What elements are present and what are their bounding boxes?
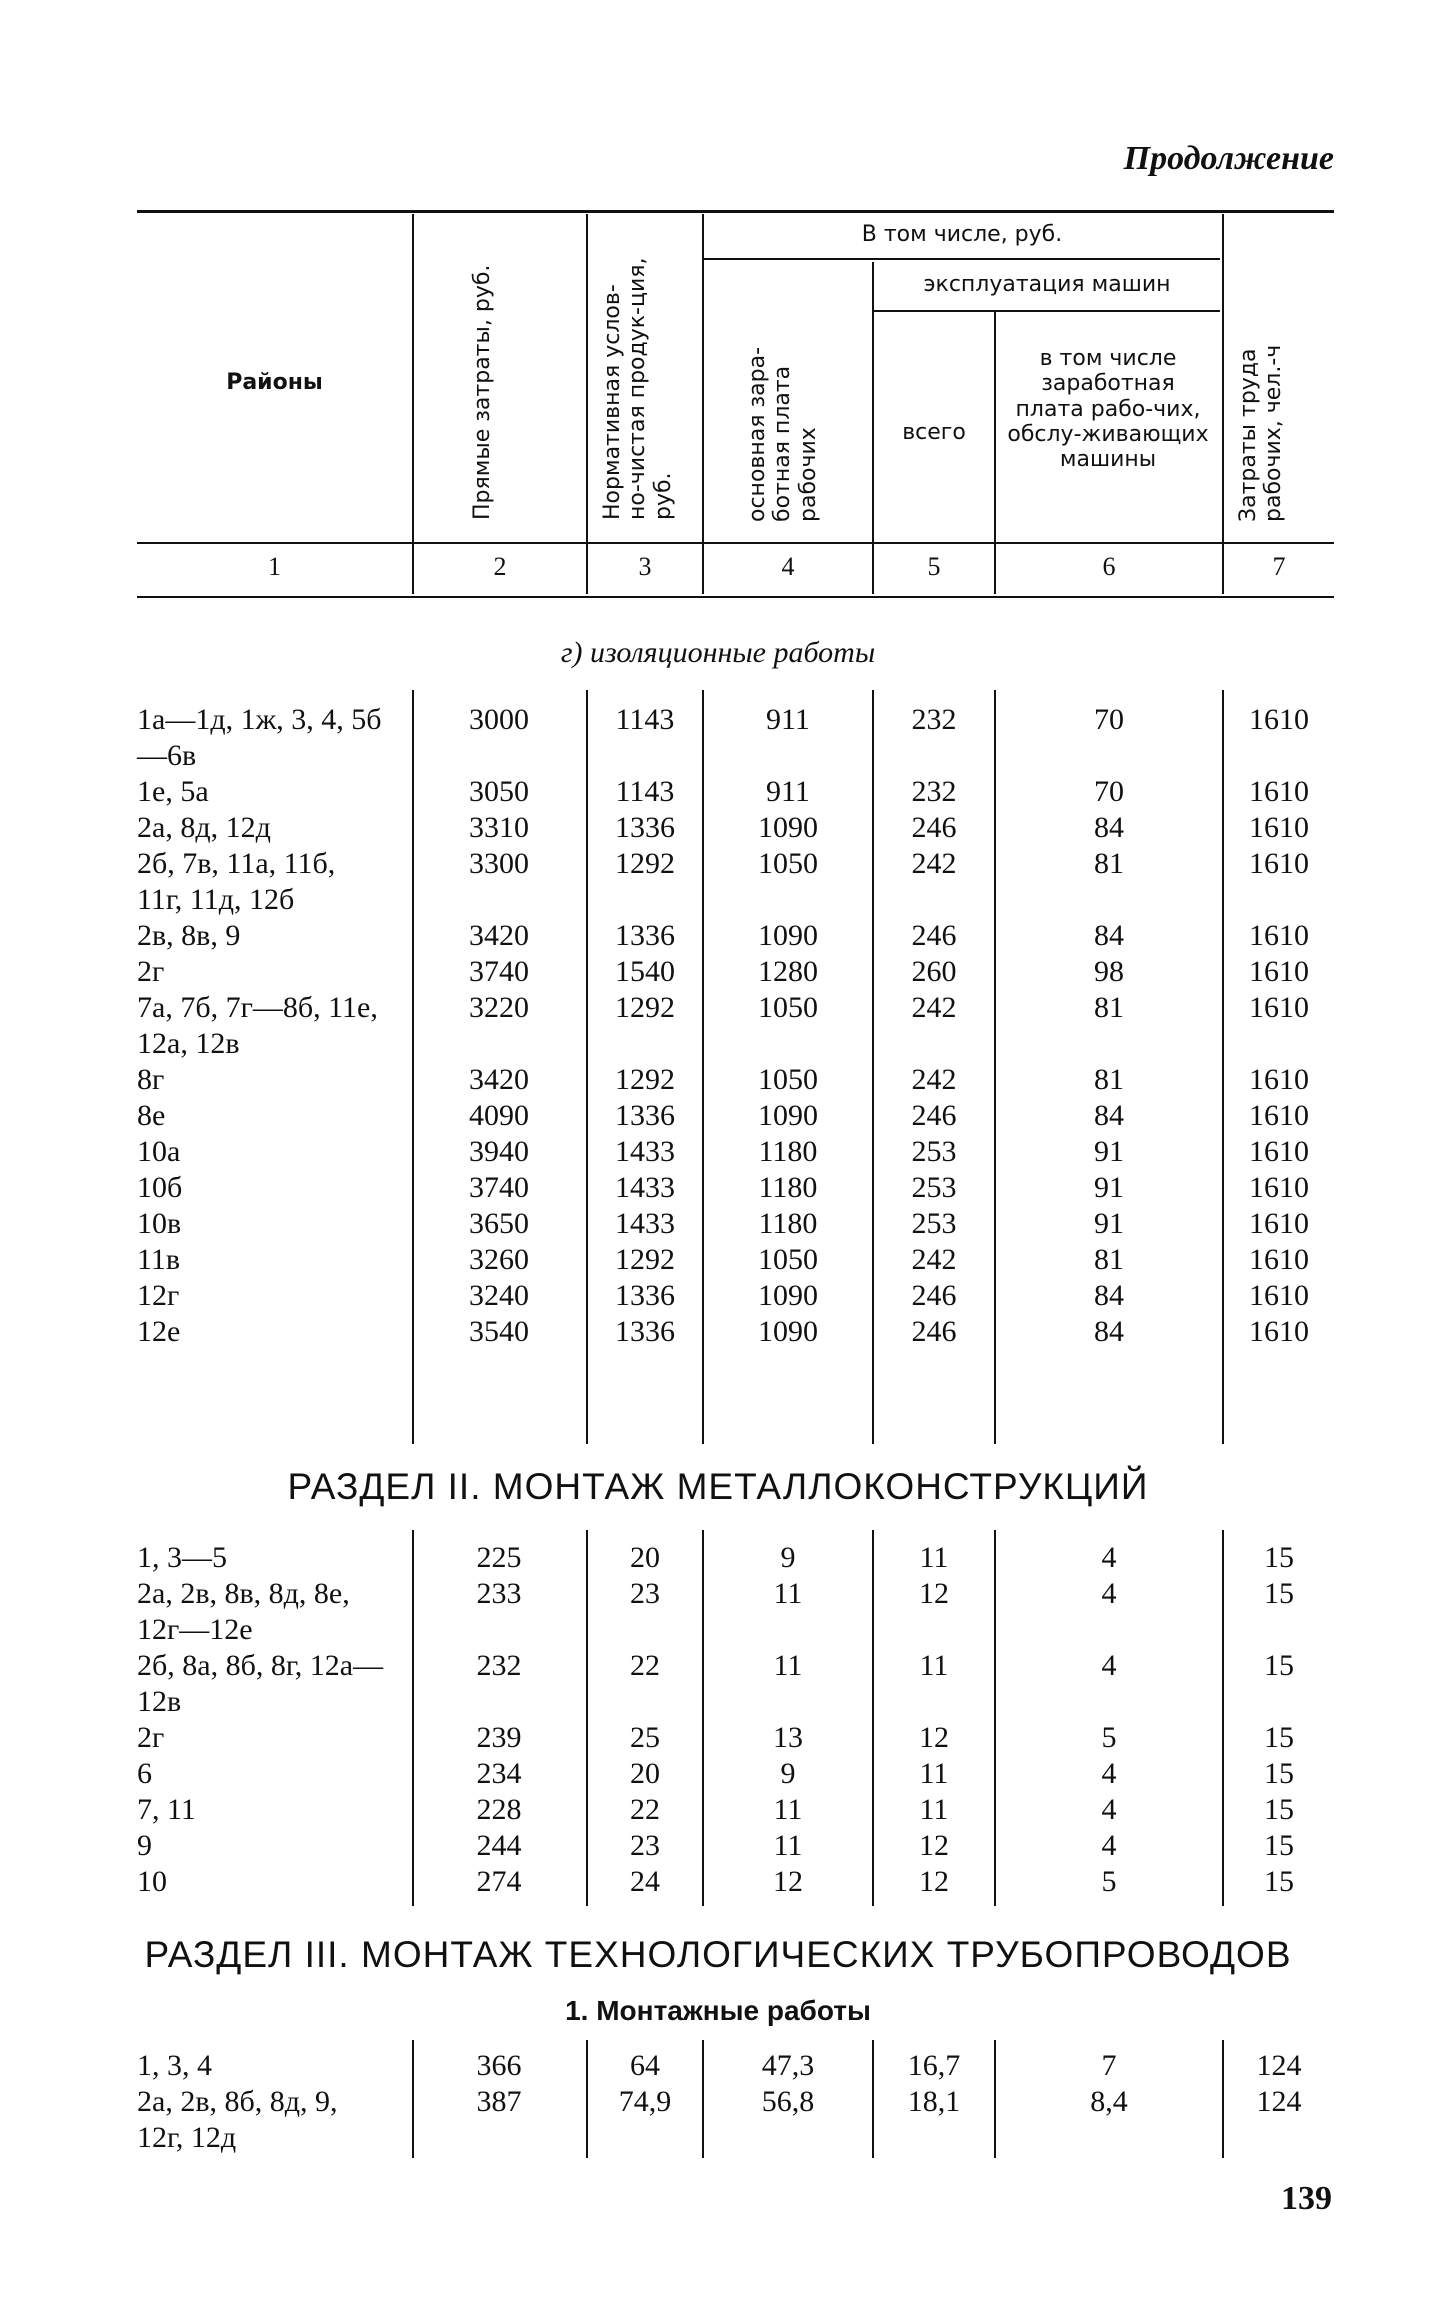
hdr-divider-2 (586, 214, 588, 594)
value-cell: 15 (1264, 1829, 1294, 1862)
region-cell: 2а, 2в, 8б, 8д, 9, 12г, 12д (137, 2085, 338, 2154)
value-cell: 1610 (1249, 1063, 1309, 1096)
value-cell: 5 (1101, 1865, 1117, 1898)
value-cell: 246 (911, 919, 957, 952)
value-cell: 7 (1101, 2049, 1117, 2082)
value-cell: 242 (911, 1243, 957, 1276)
value-cell: 84 (1094, 1279, 1124, 1312)
value-cell: 9 (780, 1541, 796, 1574)
col-number-1: 1 (268, 552, 281, 581)
header-including: В том числе, руб. (861, 222, 1063, 247)
value-cell: 246 (911, 1315, 957, 1348)
continuation-label: Продолжение (1123, 140, 1334, 177)
value-cell: 11 (919, 1649, 949, 1682)
value-cell: 4 (1101, 1541, 1117, 1574)
value-cell: 4 (1101, 1793, 1117, 1826)
value-cell: 1610 (1249, 1243, 1309, 1276)
value-cell: 15 (1264, 1793, 1294, 1826)
value-cell: 11 (919, 1541, 949, 1574)
region-cell: 2г (137, 1721, 165, 1754)
value-cell: 47,3 (761, 2049, 815, 2082)
region-cell: 8г (137, 1063, 165, 1096)
value-cell: 1610 (1249, 955, 1309, 988)
value-cell: 8,4 (1090, 2085, 1128, 2118)
region-cell: 10в (137, 1207, 182, 1240)
value-cell: 9 (780, 1757, 796, 1790)
value-cell: 12 (919, 1721, 949, 1754)
value-cell: 15 (1264, 1649, 1294, 1682)
value-cell: 1336 (615, 811, 675, 844)
col-number-5: 5 (927, 552, 941, 581)
value-cell: 1433 (615, 1135, 675, 1168)
value-cell: 228 (476, 1793, 522, 1826)
value-cell: 1610 (1249, 847, 1309, 880)
region-cell: 2в, 8в, 9 (137, 919, 241, 952)
value-cell: 13 (773, 1721, 803, 1754)
value-cell: 1050 (758, 991, 818, 1024)
value-cell: 1292 (615, 991, 675, 1024)
value-cell: 1050 (758, 847, 818, 880)
value-cell: 15 (1264, 1577, 1294, 1610)
value-cell: 1336 (615, 919, 675, 952)
value-cell: 1433 (615, 1171, 675, 1204)
value-cell: 3420 (469, 919, 529, 952)
header-machine-operation: эксплуатация машин (923, 272, 1171, 297)
region-cell: 1, 3—5 (137, 1541, 227, 1574)
region-cell: 2б, 7в, 11а, 11б, 11г, 11д, 12б (137, 847, 336, 916)
value-cell: 11 (919, 1757, 949, 1790)
value-cell: 20 (630, 1757, 660, 1790)
value-cell: 12 (773, 1865, 803, 1898)
value-cell: 4 (1101, 1829, 1117, 1862)
header-labor: Затраты труда рабочих, чел.-ч (1236, 344, 1287, 522)
hdr-machine-rule (874, 310, 1220, 312)
value-cell: 84 (1094, 1099, 1124, 1132)
value-cell: 91 (1094, 1207, 1124, 1240)
value-cell: 20 (630, 1541, 660, 1574)
value-cell: 242 (911, 991, 957, 1024)
value-cell: 1610 (1249, 811, 1309, 844)
header-top-rule (137, 210, 1334, 213)
value-cell: 1610 (1249, 1171, 1309, 1204)
value-cell: 91 (1094, 1171, 1124, 1204)
header-total: всего (902, 420, 966, 445)
value-cell: 1336 (615, 1315, 675, 1348)
value-cell: 4090 (469, 1099, 529, 1132)
header-direct-costs: Прямые затраты, руб. (470, 264, 495, 520)
value-cell: 4 (1101, 1757, 1117, 1790)
region-cell: 1а—1д, 1ж, 3, 4, 5б—6в (137, 703, 382, 772)
region-cell: 12е (137, 1315, 181, 1348)
value-cell: 1090 (758, 1279, 818, 1312)
region-cell: 2г (137, 955, 165, 988)
col-number-6: 6 (1102, 552, 1116, 581)
value-cell: 1610 (1249, 1135, 1309, 1168)
value-cell: 253 (911, 1171, 957, 1204)
value-cell: 1180 (758, 1135, 818, 1168)
value-cell: 98 (1094, 955, 1124, 988)
value-cell: 84 (1094, 811, 1124, 844)
col-number-4: 4 (781, 552, 795, 581)
region-cell: 10б (137, 1171, 183, 1204)
value-cell: 3310 (469, 811, 529, 844)
header-normative-net: Нормативная услов-но-чистая продук-ция, руб. (600, 257, 676, 520)
value-cell: 1180 (758, 1171, 818, 1204)
value-cell: 70 (1094, 703, 1124, 736)
value-cell: 56,8 (761, 2085, 815, 2118)
value-cell: 81 (1094, 847, 1124, 880)
value-cell: 22 (630, 1793, 660, 1826)
value-cell: 911 (766, 775, 810, 808)
value-cell: 12 (919, 1829, 949, 1862)
region-cell: 7а, 7б, 7г—8б, 11е, 12а, 12в (137, 991, 378, 1060)
value-cell: 274 (476, 1865, 522, 1898)
region-cell: 10а (137, 1135, 181, 1168)
region-cell: 1е, 5а (137, 775, 209, 808)
header-mid-rule (137, 542, 1334, 544)
value-cell: 1180 (758, 1207, 818, 1240)
value-cell: 11 (773, 1577, 803, 1610)
value-cell: 15 (1264, 1757, 1294, 1790)
value-cell: 15 (1264, 1541, 1294, 1574)
hdr-divider-1 (412, 214, 414, 594)
value-cell: 1292 (615, 1063, 675, 1096)
value-cell: 244 (476, 1829, 522, 1862)
value-cell: 16,7 (907, 2049, 961, 2082)
value-cell: 3540 (469, 1315, 529, 1348)
value-cell: 81 (1094, 991, 1124, 1024)
value-cell: 3740 (469, 955, 529, 988)
value-cell: 225 (476, 1541, 522, 1574)
value-cell: 15 (1264, 1721, 1294, 1754)
value-cell: 1336 (615, 1279, 675, 1312)
value-cell: 1292 (615, 847, 675, 880)
value-cell: 1143 (615, 703, 675, 736)
subsection-title: 1. Монтажные работы (565, 1995, 871, 2026)
value-cell: 84 (1094, 919, 1124, 952)
value-cell: 5 (1101, 1721, 1117, 1754)
value-cell: 3650 (469, 1207, 529, 1240)
value-cell: 3940 (469, 1135, 529, 1168)
value-cell: 81 (1094, 1063, 1124, 1096)
value-cell: 11 (919, 1793, 949, 1826)
region-cell: 2а, 2в, 8в, 8д, 8е, 12г—12е (137, 1577, 350, 1646)
header-base-wage: основная зара-ботная плата рабочих (745, 346, 821, 522)
value-cell: 246 (911, 1279, 957, 1312)
region-cell: 7, 11 (137, 1793, 196, 1826)
region-cell: 10 (137, 1865, 167, 1898)
col-number-7: 7 (1272, 552, 1286, 581)
value-cell: 4 (1101, 1577, 1117, 1610)
value-cell: 3420 (469, 1063, 529, 1096)
value-cell: 1143 (615, 775, 675, 808)
value-cell: 3240 (469, 1279, 529, 1312)
region-cell: 12г (137, 1279, 180, 1312)
value-cell: 64 (630, 2049, 660, 2082)
value-cell: 242 (911, 1063, 957, 1096)
value-cell: 1280 (758, 955, 818, 988)
subsection-title: г) изоляционные работы (560, 636, 876, 669)
value-cell: 81 (1094, 1243, 1124, 1276)
value-cell: 22 (630, 1649, 660, 1682)
region-cell: 1, 3, 4 (137, 2049, 212, 2082)
value-cell: 3260 (469, 1243, 529, 1276)
value-cell: 3000 (469, 703, 529, 736)
value-cell: 1090 (758, 811, 818, 844)
value-cell: 25 (630, 1721, 660, 1754)
value-cell: 1610 (1249, 919, 1309, 952)
value-cell: 366 (476, 2049, 522, 2082)
value-cell: 23 (630, 1829, 660, 1862)
col-number-3: 3 (638, 552, 652, 581)
value-cell: 253 (911, 1135, 957, 1168)
region-cell: 2а, 8д, 12д (137, 811, 271, 844)
value-cell: 124 (1256, 2085, 1302, 2118)
value-cell: 260 (911, 955, 957, 988)
section-title: РАЗДЕЛ II. МОНТАЖ МЕТАЛЛОКОНСТРУКЦИЙ (287, 1466, 1149, 1507)
value-cell: 1050 (758, 1063, 818, 1096)
value-cell: 1050 (758, 1243, 818, 1276)
value-cell: 1090 (758, 1315, 818, 1348)
value-cell: 11 (773, 1829, 803, 1862)
value-cell: 1610 (1249, 1279, 1309, 1312)
value-cell: 1610 (1249, 775, 1309, 808)
page-number: 139 (1281, 2180, 1332, 2217)
value-cell: 246 (911, 811, 957, 844)
header-regions: Районы (226, 370, 323, 395)
value-cell: 1610 (1249, 1099, 1309, 1132)
value-cell: 24 (630, 1865, 660, 1898)
region-cell: 11в (137, 1243, 181, 1276)
value-cell: 242 (911, 847, 957, 880)
value-cell: 70 (1094, 775, 1124, 808)
value-cell: 246 (911, 1099, 957, 1132)
value-cell: 18,1 (907, 2085, 961, 2118)
value-cell: 4 (1101, 1649, 1117, 1682)
value-cell: 1540 (615, 955, 675, 988)
value-cell: 15 (1264, 1865, 1294, 1898)
hdr-divider-6 (1222, 214, 1224, 594)
hdr-including-rule (704, 258, 1220, 260)
value-cell: 387 (476, 2085, 522, 2118)
header-bottom-rule (137, 596, 1334, 598)
value-cell: 911 (766, 703, 810, 736)
value-cell: 232 (911, 703, 957, 736)
hdr-divider-3 (702, 214, 704, 594)
value-cell: 232 (911, 775, 957, 808)
value-cell: 3220 (469, 991, 529, 1024)
value-cell: 1610 (1249, 1207, 1309, 1240)
value-cell: 3050 (469, 775, 529, 808)
value-cell: 91 (1094, 1135, 1124, 1168)
value-cell: 23 (630, 1577, 660, 1610)
value-cell: 1336 (615, 1099, 675, 1132)
value-cell: 124 (1256, 2049, 1302, 2082)
region-cell: 9 (137, 1829, 152, 1862)
value-cell: 1610 (1249, 991, 1309, 1024)
value-cell: 1433 (615, 1207, 675, 1240)
value-cell: 1090 (758, 919, 818, 952)
region-cell: 2б, 8а, 8б, 8г, 12а—12в (137, 1649, 384, 1718)
value-cell: 11 (773, 1649, 803, 1682)
value-cell: 232 (476, 1649, 522, 1682)
value-cell: 12 (919, 1577, 949, 1610)
value-cell: 1610 (1249, 1315, 1309, 1348)
section-title: РАЗДЕЛ III. МОНТАЖ ТЕХНОЛОГИЧЕСКИХ ТРУБОПРОВОДОВ (144, 1934, 1292, 1975)
value-cell: 234 (476, 1757, 522, 1790)
region-cell: 8е (137, 1099, 166, 1132)
value-cell: 11 (773, 1793, 803, 1826)
value-cell: 12 (919, 1865, 949, 1898)
value-cell: 74,9 (618, 2085, 672, 2118)
header-including-wage: в том числе заработная плата рабо-чих, обслу-живающих машины (1007, 346, 1209, 473)
value-cell: 233 (476, 1577, 522, 1610)
value-cell: 253 (911, 1207, 957, 1240)
value-cell: 3740 (469, 1171, 529, 1204)
value-cell: 84 (1094, 1315, 1124, 1348)
value-cell: 1090 (758, 1099, 818, 1132)
value-cell: 1292 (615, 1243, 675, 1276)
value-cell: 1610 (1249, 703, 1309, 736)
value-cell: 3300 (469, 847, 529, 880)
region-cell: 6 (137, 1757, 152, 1790)
col-number-2: 2 (493, 552, 507, 581)
value-cell: 239 (476, 1721, 522, 1754)
